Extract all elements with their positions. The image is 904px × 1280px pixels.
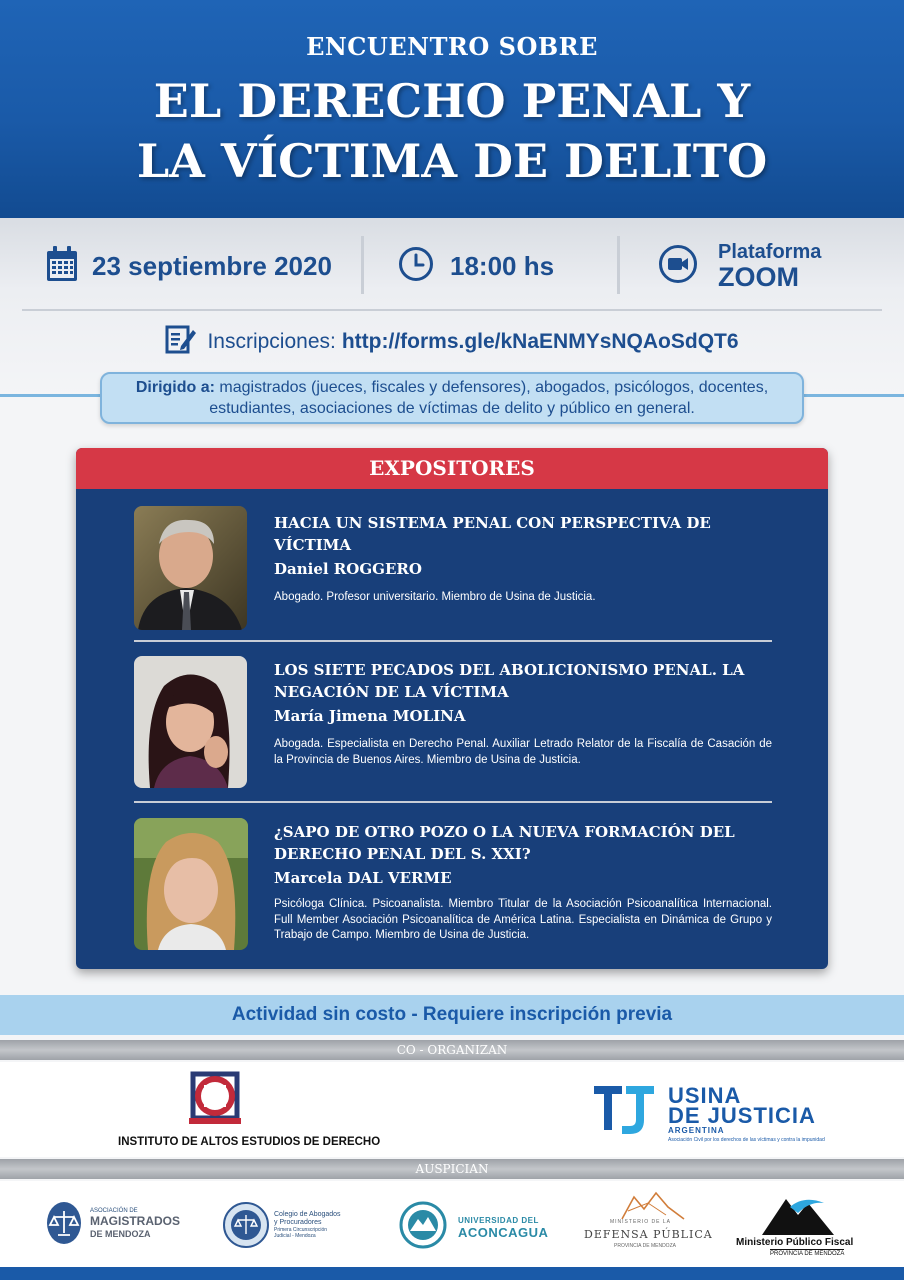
speaker-name: Marcela DAL VERME bbox=[274, 869, 452, 887]
iaed-logo bbox=[186, 1068, 244, 1135]
audience-box bbox=[100, 372, 804, 424]
usina-tagline: Asociación Civil por los derechos de las víctimas y contra la impunidad bbox=[668, 1137, 825, 1143]
edit-form-icon bbox=[165, 324, 197, 360]
audience-label: Dirigido a: bbox=[135, 379, 215, 396]
bottom-bar bbox=[0, 1267, 904, 1280]
aconcagua-line1: UNIVERSIDAD DEL bbox=[458, 1216, 539, 1225]
audience-text2: estudiantes, asociaciones de víctimas de delito y público en general. bbox=[209, 400, 695, 417]
usina-logo bbox=[592, 1082, 658, 1143]
info-underline bbox=[22, 309, 882, 311]
speaker-entry bbox=[134, 506, 774, 630]
platform-info bbox=[658, 232, 888, 300]
event-title-line1: EL DERECHO PENAL Y bbox=[153, 74, 751, 128]
info-divider bbox=[617, 236, 620, 294]
free-activity-banner: Actividad sin costo - Requiere inscripción previa bbox=[0, 995, 904, 1035]
audience-text1: magistrados (jueces, fiscales y defensores), abogados, psicólogos, docentes, bbox=[219, 379, 769, 396]
speaker-bio: Abogado. Profesor universitario. Miembro de Usina de Justicia. bbox=[274, 591, 596, 603]
magistrados-small: ASOCIACIÓN DE bbox=[90, 1208, 138, 1214]
magistrados-name2: DE MENDOZA bbox=[90, 1229, 151, 1239]
magistrados-logo bbox=[46, 1201, 82, 1250]
usina-line2: DE JUSTICIA bbox=[668, 1103, 816, 1128]
colegio-line2: y Procuradores bbox=[274, 1219, 322, 1226]
defensa-line1: MINISTERIO DE LA bbox=[610, 1219, 672, 1225]
speaker-name: María Jimena MOLINA bbox=[274, 707, 466, 725]
iaed-name: INSTITUTO DE ALTOS ESTUDIOS DE DERECHO bbox=[118, 1136, 381, 1148]
usina-line1: USINA bbox=[668, 1083, 742, 1108]
colegio-line4: Judicial - Mendoza bbox=[274, 1233, 316, 1239]
speaker-details bbox=[274, 659, 772, 768]
colegio-line3: Primera Circunscripción bbox=[274, 1227, 328, 1233]
co-organizers-label: CO - ORGANIZAN bbox=[0, 1040, 904, 1060]
speaker-name: Daniel ROGGERO bbox=[274, 560, 422, 578]
event-pretitle: ENCUENTRO SOBRE bbox=[306, 32, 598, 61]
header-banner bbox=[0, 0, 904, 218]
speaker-entry bbox=[134, 656, 774, 788]
registration-link[interactable]: http://forms.gle/kNaENMYsNQAoSdQT6 bbox=[341, 330, 739, 353]
event-info-row bbox=[0, 232, 904, 300]
speaker-photo bbox=[134, 656, 247, 788]
usina-line3: ARGENTINA bbox=[668, 1126, 725, 1135]
event-title-line2: LA VÍCTIMA DE DELITO bbox=[136, 134, 768, 188]
speakers-card bbox=[76, 448, 828, 969]
colegio-logo bbox=[222, 1201, 270, 1254]
aconcagua-logo bbox=[396, 1201, 450, 1254]
speaker-entry bbox=[134, 818, 774, 950]
info-divider bbox=[361, 236, 364, 294]
speaker-bio: Abogada. Especialista en Derecho Penal. Auxiliar Letrado Relator de la Fiscalía de Casación de la Provincia de Buenos Aires. Miembro de Usina de Justicia. bbox=[274, 738, 772, 766]
talk-title: LOS SIETE PECADOS DEL ABOLICIONISMO PENAL. LA NEGACIÓN DE LA VÍCTIMA bbox=[274, 661, 745, 701]
speaker-divider bbox=[134, 640, 772, 642]
speaker-details bbox=[274, 821, 772, 944]
aconcagua-line2: ACONCAGUA bbox=[458, 1225, 549, 1240]
speaker-divider bbox=[134, 801, 772, 803]
event-time: 18:00 hs bbox=[450, 250, 555, 281]
magistrados-name1: MAGISTRADOS bbox=[90, 1214, 180, 1228]
speaker-photo bbox=[134, 506, 247, 630]
clock-icon bbox=[398, 246, 434, 287]
talk-title: HACIA UN SISTEMA PENAL CON PERSPECTIVA DE VÍCTIMA bbox=[274, 514, 711, 554]
defensa-line2: DEFENSA PÚBLICA bbox=[584, 1228, 713, 1241]
audience-line1 bbox=[102, 377, 802, 398]
speaker-bio: Psicóloga Clínica. Psicoanalista. Miembro Titular de la Asociación Psicoanalítica Internacional. Full Member Asociación Psicoanalítica de América Latina. Especialista en Dinámica de Grupo y Trabajo de Campo. Miembro de Usina de Justicia. bbox=[274, 898, 772, 941]
sponsors-row bbox=[0, 1181, 904, 1267]
mpf-line2: PROVINCIA DE MENDOZA bbox=[770, 1251, 845, 1257]
speaker-details bbox=[274, 512, 772, 606]
defensa-line3: PROVINCIA DE MENDOZA bbox=[614, 1243, 676, 1249]
time-info bbox=[398, 232, 618, 300]
registration-label: Inscripciones: bbox=[207, 330, 336, 353]
mpf-line1: Ministerio Público Fiscal bbox=[736, 1237, 854, 1248]
event-date: 23 septiembre 2020 bbox=[92, 250, 332, 281]
registration-row bbox=[0, 324, 904, 360]
colegio-line1: Colegio de Abogados bbox=[274, 1211, 341, 1218]
platform-text bbox=[718, 241, 821, 291]
video-camera-icon bbox=[658, 244, 698, 289]
platform-label: Plataforma bbox=[718, 241, 822, 263]
platform-name: ZOOM bbox=[718, 262, 799, 292]
talk-title: ¿SAPO DE OTRO POZO O LA NUEVA FORMACIÓN DEL DERECHO PENAL DEL S. XXI? bbox=[274, 823, 735, 863]
sponsors-label: AUSPICIAN bbox=[0, 1159, 904, 1179]
date-info bbox=[46, 232, 356, 300]
mpf-logo bbox=[760, 1191, 836, 1242]
calendar-icon bbox=[46, 246, 78, 287]
speakers-heading: EXPOSITORES bbox=[76, 448, 828, 489]
speaker-photo bbox=[134, 818, 248, 950]
